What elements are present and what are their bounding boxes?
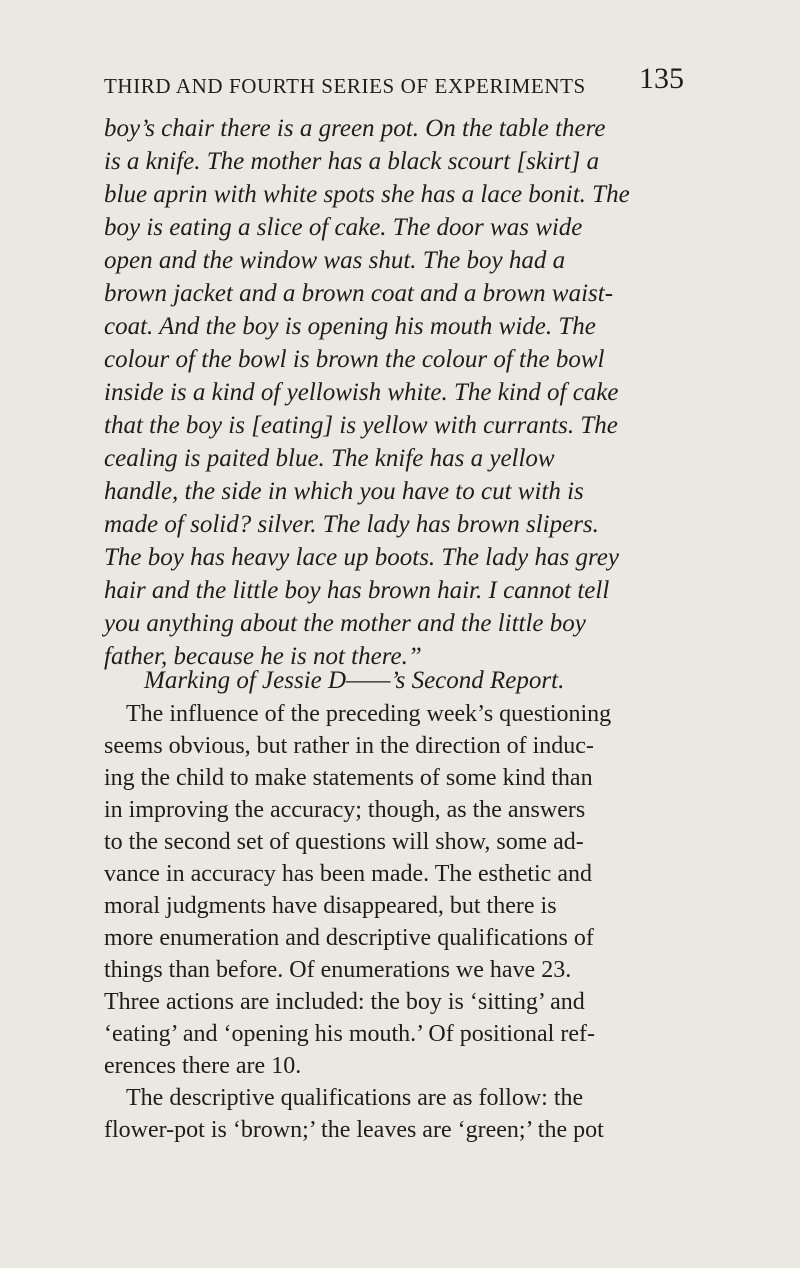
body-line: in improving the accuracy; though, as the answers — [104, 797, 586, 823]
body-line: flower-pot is ‘brown;’ the leaves are ‘green;’ the pot — [104, 1117, 604, 1143]
body-line: erences there are 10. — [104, 1053, 302, 1079]
quote-line: you anything about the mother and the little boy — [104, 610, 586, 637]
quote-line: is a knife. The mother has a black scourt [skirt] a — [104, 148, 600, 175]
paragraph-first-line: The influence of the preceding week’s questioning — [126, 701, 612, 727]
quote-line: coat. And the boy is opening his mouth wide. The — [104, 313, 596, 340]
running-title: THIRD AND FOURTH SERIES OF EXPERIMENTS — [104, 74, 586, 98]
quote-line: cealing is paited blue. The knife has a yellow — [104, 445, 555, 472]
body-line: things than before. Of enumerations we have 23. — [104, 957, 572, 983]
quote-line: blue aprin with white spots she has a lace bonit. The — [104, 181, 630, 208]
paragraph-first-line: The descriptive qualifications are as follow: the — [126, 1085, 584, 1111]
quote-line: handle, the side in which you have to cut with is — [104, 478, 584, 505]
body-line: seems obvious, but rather in the direction of induc- — [104, 733, 594, 759]
body-line: more enumeration and descriptive qualifications of — [104, 925, 594, 951]
body-line: ing the child to make statements of some kind than — [104, 765, 593, 791]
quote-line: father, because he is not there.” — [104, 643, 422, 670]
quote-line: open and the window was shut. The boy had a — [104, 247, 566, 274]
section-heading: Marking of Jessie D——’s Second Report. — [144, 667, 565, 694]
quote-line: The boy has heavy lace up boots. The lady has grey — [104, 544, 619, 571]
quote-line: boy is eating a slice of cake. The door was wide — [104, 214, 583, 241]
quote-line: inside is a kind of yellowish white. The kind of cake — [104, 379, 619, 406]
quote-line: colour of the bowl is brown the colour of the bowl — [104, 346, 605, 373]
page-number: 135 — [639, 62, 684, 95]
body-line: moral judgments have disappeared, but there is — [104, 893, 557, 919]
quote-line: hair and the little boy has brown hair. I cannot tell — [104, 577, 610, 604]
quote-line: brown jacket and a brown coat and a brown waist- — [104, 280, 614, 307]
running-head — [104, 58, 684, 102]
body-line: ‘eating’ and ‘opening his mouth.’ Of positional ref- — [104, 1021, 595, 1047]
body-line: to the second set of questions will show, some ad- — [104, 829, 584, 855]
quote-line: made of solid? silver. The lady has brown slipers. — [104, 511, 599, 538]
body-text — [104, 698, 694, 1146]
body-line: vance in accuracy has been made. The esthetic and — [104, 861, 592, 887]
quote-line: boy’s chair there is a green pot. On the table there — [104, 115, 606, 142]
quote-line: that the boy is [eating] is yellow with currants. The — [104, 412, 618, 439]
quoted-report — [104, 112, 688, 673]
body-line: Three actions are included: the boy is ‘sitting’ and — [104, 989, 585, 1015]
